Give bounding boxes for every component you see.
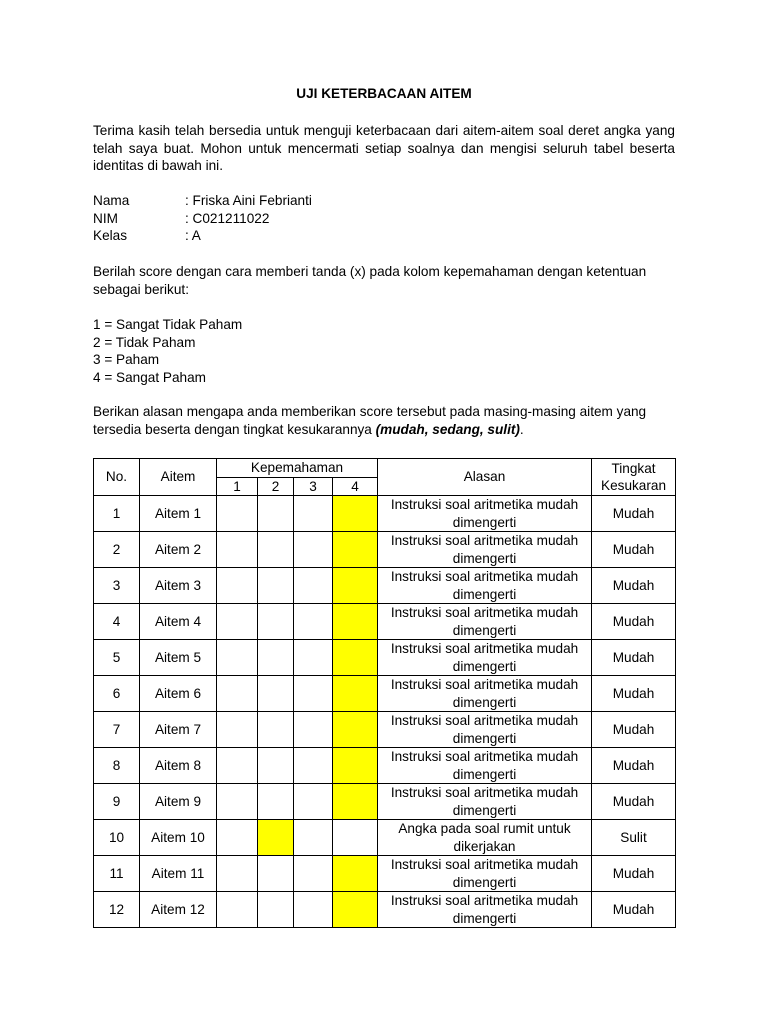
cell-tingkat: Mudah: [592, 496, 676, 532]
header-tingkat-kesukaran: [592, 459, 676, 496]
cell-tingkat: Mudah: [592, 748, 676, 784]
header-alasan: Alasan: [378, 459, 592, 496]
cell-aitem: Aitem 4: [140, 604, 217, 640]
cell-tingkat: Mudah: [592, 856, 676, 892]
score-cell-1[interactable]: [217, 892, 258, 928]
cell-alasan: Instruksi soal aritmetika mudah dimengerti: [378, 640, 592, 676]
cell-no: 10: [94, 820, 140, 856]
cell-no: 8: [94, 748, 140, 784]
cell-tingkat: Mudah: [592, 892, 676, 928]
identity-label: NIM: [93, 210, 118, 226]
table-row: [94, 568, 676, 604]
cell-no: 12: [94, 892, 140, 928]
score-cell-4-marked[interactable]: [333, 712, 378, 748]
identity-block: [93, 192, 312, 245]
score-cell-3[interactable]: [294, 568, 333, 604]
cell-alasan: Instruksi soal aritmetika mudah dimengerti: [378, 568, 592, 604]
table-body: [94, 496, 676, 928]
header-score-2: 2: [258, 477, 294, 496]
cell-alasan: Instruksi soal aritmetika mudah dimengerti: [378, 532, 592, 568]
cell-alasan: Instruksi soal aritmetika mudah dimengerti: [378, 748, 592, 784]
table-row: [94, 892, 676, 928]
identity-label: Nama: [93, 193, 130, 208]
difficulty-options-text: (mudah, sedang, sulit): [375, 421, 520, 437]
score-cell-4-marked[interactable]: [333, 856, 378, 892]
score-cell-3[interactable]: [294, 856, 333, 892]
header-tingkat-line2: Kesukaran: [601, 478, 667, 493]
cell-no: 6: [94, 676, 140, 712]
identity-row-nim: [93, 210, 312, 228]
score-cell-3[interactable]: [294, 712, 333, 748]
table-row: [94, 784, 676, 820]
score-cell-1[interactable]: [217, 856, 258, 892]
instruction-score: Berilah score dengan cara memberi tanda (x) pada kolom kepemahaman dengan ketentuan sebagai berikut:: [93, 264, 647, 297]
cell-alasan: Instruksi soal aritmetika mudah dimengerti: [378, 712, 592, 748]
score-cell-4-marked[interactable]: [333, 784, 378, 820]
score-cell-2[interactable]: [258, 712, 294, 748]
cell-alasan: Instruksi soal aritmetika mudah dimengerti: [378, 856, 592, 892]
cell-alasan: Instruksi soal aritmetika mudah dimengerti: [378, 676, 592, 712]
header-score-1: 1: [217, 477, 258, 496]
score-cell-2[interactable]: [258, 676, 294, 712]
cell-aitem: Aitem 12: [140, 892, 217, 928]
header-no: No.: [94, 459, 140, 496]
score-cell-2[interactable]: [258, 640, 294, 676]
cell-aitem: Aitem 2: [140, 532, 217, 568]
score-cell-4-marked[interactable]: [333, 568, 378, 604]
identity-row-kelas: [93, 227, 312, 245]
score-cell-2[interactable]: [258, 784, 294, 820]
cell-tingkat: Mudah: [592, 676, 676, 712]
cell-no: 9: [94, 784, 140, 820]
cell-no: 4: [94, 604, 140, 640]
score-cell-1[interactable]: [217, 532, 258, 568]
score-cell-4-marked[interactable]: [333, 892, 378, 928]
score-cell-1[interactable]: [217, 748, 258, 784]
cell-tingkat: Mudah: [592, 568, 676, 604]
page-title: UJI KETERBACAAN AITEM: [296, 86, 472, 101]
header-kepemahaman: Kepemahaman: [217, 459, 378, 478]
cell-no: 2: [94, 532, 140, 568]
score-cell-2[interactable]: [258, 856, 294, 892]
table-row: [94, 604, 676, 640]
score-cell-4[interactable]: [333, 820, 378, 856]
header-score-3: 3: [294, 477, 333, 496]
score-scale-list: [93, 316, 242, 386]
cell-no: 1: [94, 496, 140, 532]
cell-tingkat: Mudah: [592, 640, 676, 676]
table-row: [94, 856, 676, 892]
score-cell-4-marked[interactable]: [333, 676, 378, 712]
cell-no: 3: [94, 568, 140, 604]
scale-item: 4 = Sangat Paham: [93, 369, 206, 385]
header-tingkat-line1: Tingkat: [611, 460, 656, 476]
score-cell-2[interactable]: [258, 748, 294, 784]
table-row: [94, 496, 676, 532]
cell-tingkat: Mudah: [592, 784, 676, 820]
score-cell-1[interactable]: [217, 604, 258, 640]
cell-tingkat: Sulit: [592, 820, 676, 856]
score-cell-1[interactable]: [217, 496, 258, 532]
cell-tingkat: Mudah: [592, 604, 676, 640]
intro-paragraph: Terima kasih telah bersedia untuk menguji keterbacaan dari aitem-aitem soal deret angka yang telah saya buat. Mohon untuk mencermati setiap soalnya dan mengisi seluruh tabel beserta identitas di bawah ini.: [93, 123, 675, 174]
cell-alasan: Angka pada soal rumit untuk dikerjakan: [378, 820, 592, 856]
header-aitem: Aitem: [140, 459, 217, 496]
cell-aitem: Aitem 1: [140, 496, 217, 532]
identity-value: : Friska Aini Febrianti: [185, 193, 312, 208]
cell-no: 5: [94, 640, 140, 676]
score-cell-1[interactable]: [217, 820, 258, 856]
score-cell-1[interactable]: [217, 784, 258, 820]
cell-aitem: Aitem 6: [140, 676, 217, 712]
cell-alasan: Instruksi soal aritmetika mudah dimengerti: [378, 892, 592, 928]
cell-aitem: Aitem 3: [140, 568, 217, 604]
score-cell-3[interactable]: [294, 532, 333, 568]
table-row: [94, 712, 676, 748]
cell-tingkat: Mudah: [592, 532, 676, 568]
scale-item: 2 = Tidak Paham: [93, 334, 196, 350]
score-cell-2[interactable]: [258, 568, 294, 604]
scale-item: 3 = Paham: [93, 352, 160, 368]
score-cell-2-marked[interactable]: [258, 820, 294, 856]
table-row: [94, 532, 676, 568]
cell-alasan: Instruksi soal aritmetika mudah dimengerti: [378, 784, 592, 820]
score-cell-4-marked[interactable]: [333, 604, 378, 640]
cell-aitem: Aitem 11: [140, 856, 217, 892]
instruction-reason: [93, 403, 675, 438]
score-cell-3[interactable]: [294, 748, 333, 784]
score-cell-4-marked[interactable]: [333, 496, 378, 532]
scale-item: 1 = Sangat Tidak Paham: [93, 317, 243, 332]
identity-value: : C021211022: [185, 210, 270, 226]
table-row: [94, 640, 676, 676]
assessment-table: [93, 458, 676, 928]
cell-no: 7: [94, 712, 140, 748]
instruction-reason-end: .: [519, 421, 524, 437]
cell-alasan: Instruksi soal aritmetika mudah dimengerti: [378, 496, 592, 532]
score-cell-3[interactable]: [294, 496, 333, 532]
score-cell-3[interactable]: [294, 892, 333, 928]
table-row: [94, 748, 676, 784]
score-cell-4-marked[interactable]: [333, 532, 378, 568]
score-cell-2[interactable]: [258, 532, 294, 568]
identity-value: : A: [185, 228, 201, 244]
table-row: [94, 820, 676, 856]
score-cell-1[interactable]: [217, 712, 258, 748]
score-cell-4-marked[interactable]: [333, 748, 378, 784]
score-cell-2[interactable]: [258, 604, 294, 640]
cell-aitem: Aitem 7: [140, 712, 217, 748]
score-cell-1[interactable]: [217, 640, 258, 676]
cell-aitem: Aitem 8: [140, 748, 217, 784]
cell-no: 11: [94, 856, 140, 892]
cell-aitem: Aitem 10: [140, 820, 217, 856]
score-cell-3[interactable]: [294, 676, 333, 712]
cell-alasan: Instruksi soal aritmetika mudah dimengerti: [378, 604, 592, 640]
identity-row-nama: [93, 192, 312, 210]
score-cell-3[interactable]: [294, 640, 333, 676]
cell-aitem: Aitem 9: [140, 784, 217, 820]
identity-label: Kelas: [93, 228, 128, 244]
score-cell-3[interactable]: [294, 820, 333, 856]
instruction-reason-text: Berikan alasan mengapa anda memberikan score tersebut pada masing-masing aitem yang tersedia beserta dengan tingkat kesukarannya: [93, 404, 647, 437]
score-cell-3[interactable]: [294, 604, 333, 640]
score-cell-1[interactable]: [217, 676, 258, 712]
score-cell-3[interactable]: [294, 784, 333, 820]
table-row: [94, 676, 676, 712]
cell-aitem: Aitem 5: [140, 640, 217, 676]
score-cell-2[interactable]: [258, 496, 294, 532]
header-score-4: 4: [333, 477, 378, 496]
score-cell-4-marked[interactable]: [333, 640, 378, 676]
score-cell-1[interactable]: [217, 568, 258, 604]
score-cell-2[interactable]: [258, 892, 294, 928]
cell-tingkat: Mudah: [592, 712, 676, 748]
